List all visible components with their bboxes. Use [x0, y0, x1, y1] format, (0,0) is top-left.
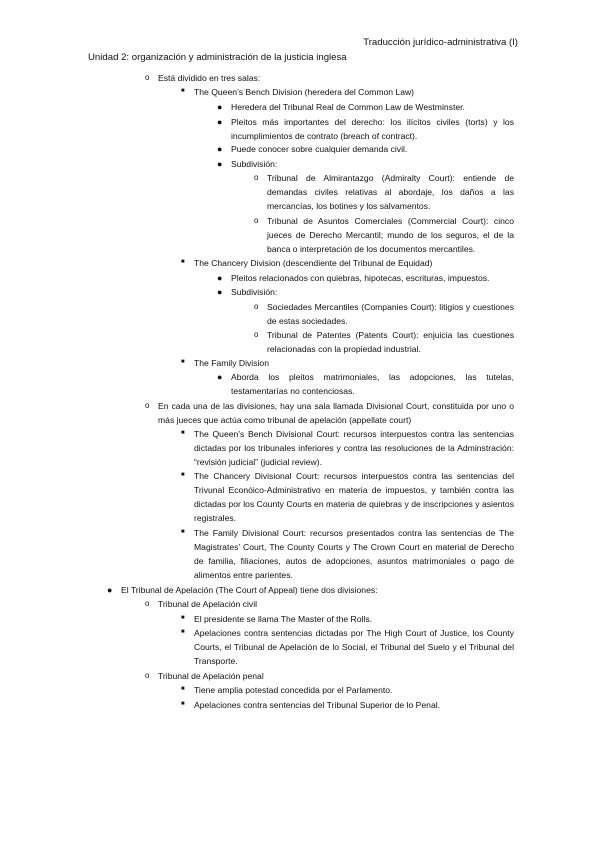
- list-item: ● Pleitos relacionados con quiebras, hipotecas, escrituras, impuestos.: [231, 272, 516, 286]
- list-item: o Sociedades Mercantiles (Companies Court): litigios y cuestiones de estas sociedades.: [254, 302, 514, 326]
- list-item: o En cada una de las divisiones, hay una sala llamada Divisional Court, constituida por uno o más jueces que actúa como tribunal de apelación (appellate court): [145, 401, 514, 425]
- list-item: ■ Apelaciones contra sentencias del Tribunal Superior de lo Penal.: [181, 700, 441, 710]
- square-bullet-icon: ■: [181, 701, 185, 707]
- dot-bullet-icon: ●: [217, 287, 223, 297]
- header-course-title: Traducción jurídico-administrativa (I): [363, 37, 518, 48]
- list-item: ● Heredera del Tribunal Real de Common Law de Westminster.: [231, 101, 516, 115]
- header-unit-title: Unidad 2: organización y administración de la justicia inglesa: [88, 52, 347, 63]
- square-bullet-icon: ■: [181, 686, 185, 692]
- list-item: ■ The Family Divisional Court: recursos presentados contra las sentencias de The Magistrates’ Court, The County Courts y The Crown Court en material de Derecho de familia, filiaciones, autos de adopciones, asuntos matrimoniales o pago de alimentos entre parientes.: [181, 528, 514, 580]
- circle-bullet-icon: o: [145, 599, 150, 608]
- square-bullet-icon: ■: [181, 629, 185, 635]
- dot-bullet-icon: ●: [217, 273, 223, 283]
- dot-bullet-icon: ●: [217, 117, 223, 127]
- circle-bullet-icon: o: [145, 401, 150, 410]
- list-item: ● Subdivisión:: [231, 158, 514, 172]
- circle-bullet-icon: o: [254, 302, 259, 311]
- list-item: ■ The Family Division: [181, 358, 269, 368]
- list-item: ■ The Chancery Divisional Court: recursos interpuestos contra las sentencias del Trivunal Econóico-Administrativo en materia de impuestos, y también contra las dictadas por los County Courts en materia de quiebras y de inscripciones y asientos registrales.: [181, 471, 514, 523]
- circle-bullet-icon: o: [145, 671, 150, 680]
- square-bullet-icon: ■: [181, 359, 185, 365]
- square-bullet-icon: ■: [181, 430, 185, 436]
- square-bullet-icon: ■: [181, 615, 185, 621]
- list-item: ■ The Queen’s Bench Division (heredera del Common Law): [181, 87, 415, 97]
- circle-bullet-icon: o: [145, 73, 150, 82]
- list-item: o Tribunal de Almirantazgo (Admiralty Court): entiende de demandas civiles relativas al abordaje, los daños a las mercancías, los botines y los salvamentos.: [254, 173, 514, 211]
- list-item: ■ The Chancery Division (descendiente del Tribunal de Equidad): [181, 258, 433, 268]
- dot-bullet-icon: ●: [217, 159, 223, 169]
- dot-bullet-icon: ●: [107, 585, 113, 595]
- list-item: ■ The Queen’s Bench Divisional Court: recursos interpuestos contra las sentencias dictadas por los tribunales inferiores y contra las resoluciones de la Adminstración: “revisión judicial” (judicial review).: [181, 429, 514, 467]
- circle-bullet-icon: o: [254, 216, 259, 225]
- list-item: o Tribunal de Patentes (Patents Court): enjuicia las cuestiones relacionadas con la propiedad industrial.: [254, 330, 514, 354]
- square-bullet-icon: ■: [181, 472, 185, 478]
- list-item: ● Aborda los pleitos matrimoniales, las adopciones, las tutelas, testamentarías no contenciosas.: [217, 372, 514, 396]
- square-bullet-icon: ■: [181, 88, 185, 94]
- list-item: ■ Tiene amplia potestad concedida por el Parlamento.: [181, 685, 393, 695]
- square-bullet-icon: ■: [181, 529, 185, 535]
- square-bullet-icon: ■: [181, 259, 185, 265]
- list-item: ● Pleitos más importantes del derecho: los ilícitos civiles (torts) y los incumplimientos de contrato (breach of contract).: [217, 117, 514, 141]
- list-item: ● Subdivisión:: [231, 286, 516, 300]
- circle-bullet-icon: o: [254, 330, 259, 339]
- list-item: ■ El presidente se llama The Master of the Rolls.: [181, 614, 373, 624]
- list-item: o Tribunal de Asuntos Comerciales (Commercial Court): cinco jueces de Derecho Mercantil; mundo de los seguros, el de la banca o interpretación de los documentos mercantiles.: [254, 216, 514, 254]
- list-item: o Tribunal de Apelación penal: [145, 671, 264, 681]
- list-item: o Está dividido en tres salas:: [145, 73, 261, 83]
- list-item: o Tribunal de Apelación civil: [145, 599, 258, 609]
- list-item: ● El Tribunal de Apelación (The Court of Appeal) tiene dos divisiones:: [121, 584, 516, 598]
- dot-bullet-icon: ●: [217, 372, 223, 382]
- list-item: ● Puede conocer sobre cualquier demanda civil.: [231, 143, 514, 157]
- circle-bullet-icon: o: [254, 173, 259, 182]
- dot-bullet-icon: ●: [217, 144, 223, 154]
- list-item: ■ Apelaciones contra sentencias dictadas por The High Court of Justice, los County Courts, el Tribunal de Apelación de lo Social, el Tribunal del Suelo y el Tribunal del Transporte.: [181, 628, 514, 666]
- dot-bullet-icon: ●: [217, 102, 223, 112]
